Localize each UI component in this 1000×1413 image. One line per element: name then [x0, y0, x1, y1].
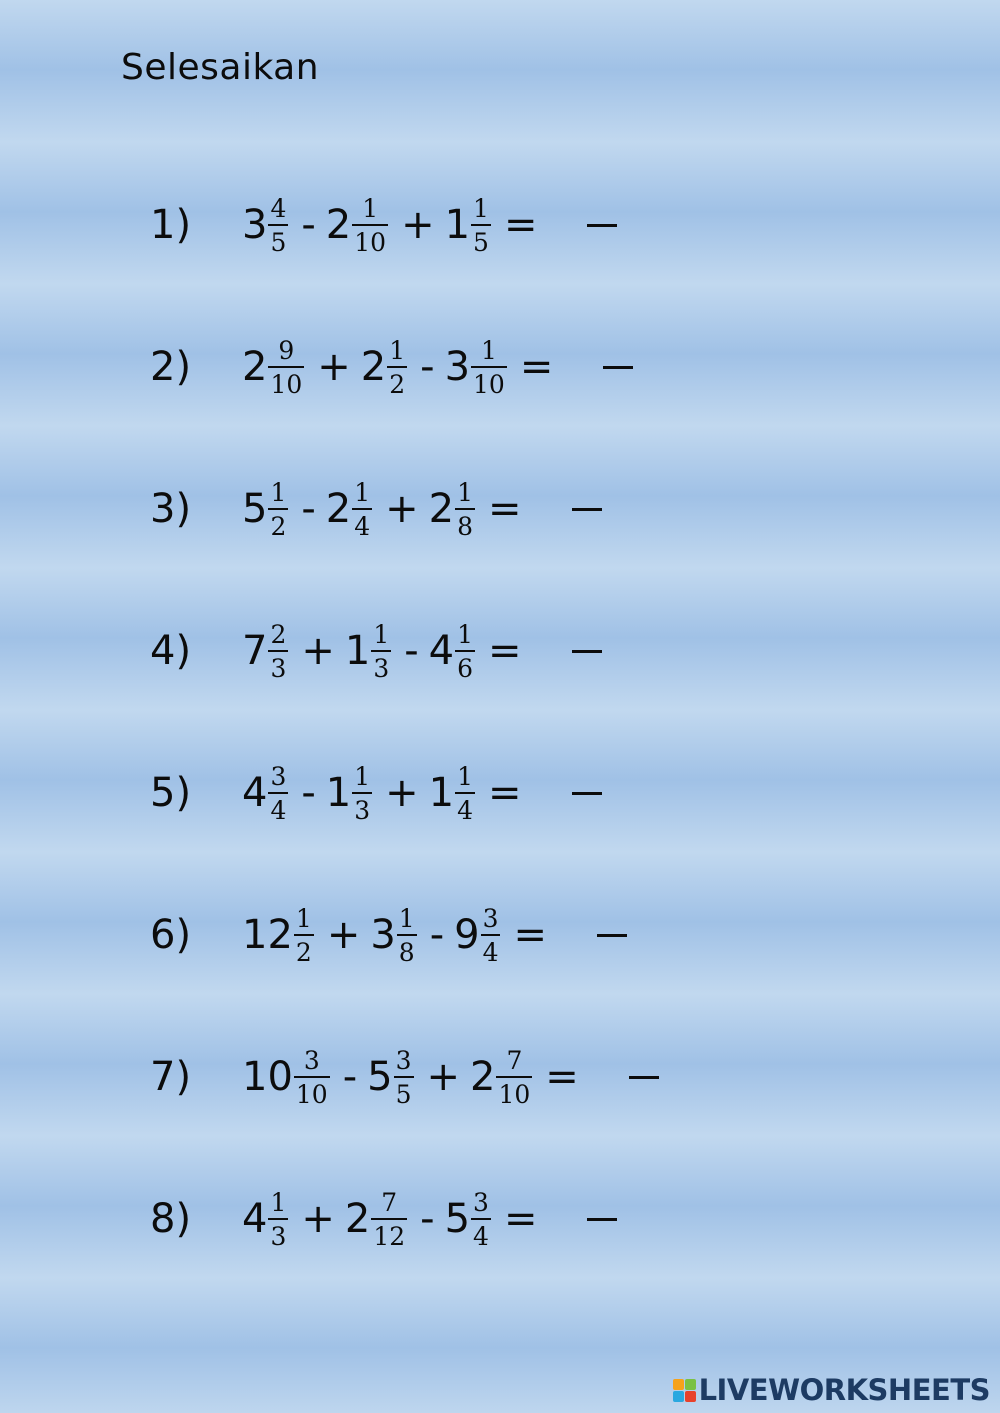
equals-sign: =: [519, 344, 554, 390]
denominator: 3: [268, 650, 288, 681]
whole-part: 2: [242, 344, 268, 390]
fraction: [455, 761, 475, 825]
fraction: [371, 619, 391, 683]
numerator: 2: [270, 619, 287, 649]
denominator: 4: [268, 792, 288, 823]
fraction: [268, 477, 288, 541]
numerator: 4: [270, 193, 287, 223]
operator: +: [301, 628, 335, 674]
numerator: 1: [473, 193, 489, 223]
problem-number: 1): [150, 202, 192, 248]
numerator: 1: [480, 335, 497, 365]
problem-number: 2): [150, 344, 192, 390]
fraction: [481, 903, 501, 967]
liveworksheets-logo: [673, 1373, 990, 1407]
fraction: [496, 1045, 532, 1109]
operator: -: [404, 628, 419, 674]
operator: -: [342, 1054, 358, 1100]
mixed-number: [428, 477, 478, 541]
fraction: [268, 193, 288, 257]
whole-part: 3: [370, 912, 396, 958]
whole-part: 5: [242, 486, 268, 532]
mixed-number: [360, 335, 410, 399]
numerator: 1: [457, 619, 474, 649]
whole-part: 2: [325, 486, 352, 532]
whole-part: 5: [444, 1196, 471, 1242]
denominator: 2: [294, 934, 314, 965]
answer-blank[interactable]: [629, 1076, 659, 1079]
problem-expression: [242, 335, 633, 399]
operator: -: [301, 770, 316, 816]
problem-1: [150, 185, 617, 265]
numerator: 3: [473, 1187, 489, 1217]
numerator: 3: [303, 1045, 320, 1075]
fraction: [455, 477, 475, 541]
whole-part: 3: [242, 202, 268, 248]
problem-5: [150, 753, 602, 833]
problem-7: [150, 1037, 659, 1117]
denominator: 5: [394, 1076, 414, 1107]
problem-expression: [242, 1045, 659, 1109]
whole-part: 2: [325, 202, 352, 248]
numerator: 1: [270, 477, 287, 507]
fraction: [387, 335, 407, 399]
problem-number: 8): [150, 1196, 192, 1242]
denominator: 10: [471, 366, 507, 397]
fraction: [471, 335, 507, 399]
problem-4: [150, 611, 602, 691]
denominator: 10: [294, 1076, 330, 1107]
operator: -: [301, 202, 316, 248]
equals-sign: =: [503, 1196, 538, 1242]
fraction: [455, 619, 475, 683]
equals-sign: =: [488, 486, 522, 532]
mixed-number: [242, 477, 291, 541]
problem-2: [150, 327, 633, 407]
fraction: [371, 1187, 407, 1251]
mixed-number: [242, 903, 317, 967]
numerator: 1: [457, 477, 474, 507]
whole-part: 2: [470, 1054, 496, 1100]
operator: +: [326, 912, 361, 958]
problem-8: [150, 1179, 617, 1259]
numerator: 1: [398, 903, 415, 933]
fraction: [471, 1187, 491, 1251]
mixed-number: [428, 619, 478, 683]
whole-part: 4: [428, 628, 455, 674]
denominator: 5: [471, 224, 491, 255]
mixed-number: [242, 619, 291, 683]
problem-number: 4): [150, 628, 192, 674]
mixed-number: [242, 193, 291, 257]
mixed-number: [325, 193, 391, 257]
answer-blank[interactable]: [587, 1218, 617, 1221]
denominator: 10: [496, 1076, 532, 1107]
equals-sign: =: [488, 628, 522, 674]
operator: -: [420, 1196, 435, 1242]
fraction: [352, 477, 372, 541]
whole-part: 2: [344, 1196, 371, 1242]
problem-expression: [242, 903, 627, 967]
mixed-number: [242, 335, 307, 399]
page-title: Selesaikan: [121, 47, 320, 88]
mixed-number: [344, 1187, 410, 1251]
denominator: 2: [387, 366, 407, 397]
operator: -: [420, 344, 435, 390]
fraction: [471, 193, 491, 257]
denominator: 4: [471, 1218, 491, 1249]
fraction: [394, 1045, 414, 1109]
whole-part: 1: [428, 770, 455, 816]
whole-part: 1: [444, 202, 471, 248]
mixed-number: [444, 193, 494, 257]
fraction: [268, 1187, 288, 1251]
whole-part: 2: [428, 486, 455, 532]
equals-sign: =: [503, 202, 538, 248]
denominator: 10: [268, 366, 304, 397]
logo-square-icon: [673, 1391, 684, 1402]
operator: -: [429, 912, 445, 958]
mixed-number: [370, 903, 419, 967]
numerator: 1: [295, 903, 312, 933]
denominator: 4: [481, 934, 501, 965]
problem-expression: [242, 1187, 617, 1251]
answer-blank[interactable]: [572, 792, 602, 795]
mixed-number: [444, 335, 510, 399]
numerator: 7: [506, 1045, 523, 1075]
fraction: [352, 193, 388, 257]
denominator: 12: [371, 1218, 407, 1249]
numerator: 1: [373, 619, 390, 649]
equals-sign: =: [488, 770, 522, 816]
denominator: 6: [455, 650, 475, 681]
answer-blank[interactable]: [587, 224, 617, 227]
mixed-number: [454, 903, 503, 967]
fraction: [294, 903, 314, 967]
whole-part: 7: [242, 628, 268, 674]
problem-number: 6): [150, 912, 192, 958]
logo-square-icon: [685, 1391, 696, 1402]
problem-3: [150, 469, 602, 549]
mixed-number: [325, 761, 375, 825]
whole-part: 4: [242, 770, 268, 816]
mixed-number: [428, 761, 478, 825]
whole-part: 12: [242, 912, 293, 958]
fraction: [268, 619, 288, 683]
denominator: 3: [371, 650, 391, 681]
operator: +: [385, 770, 419, 816]
whole-part: 2: [360, 344, 387, 390]
numerator: 3: [395, 1045, 412, 1075]
operator: +: [317, 344, 351, 390]
mixed-number: [470, 1045, 535, 1109]
denominator: 4: [455, 792, 475, 823]
logo-square-icon: [673, 1379, 684, 1390]
mixed-number: [242, 761, 291, 825]
fraction: [268, 335, 304, 399]
denominator: 5: [268, 224, 288, 255]
equals-sign: =: [513, 912, 547, 958]
whole-part: 5: [367, 1054, 393, 1100]
problem-number: 3): [150, 486, 192, 532]
mixed-number: [444, 1187, 494, 1251]
fraction: [397, 903, 417, 967]
problem-expression: [242, 193, 617, 257]
problem-6: [150, 895, 627, 975]
problem-expression: [242, 761, 602, 825]
answer-blank[interactable]: [572, 508, 602, 511]
numerator: 9: [278, 335, 295, 365]
denominator: 3: [268, 1218, 288, 1249]
numerator: 1: [354, 477, 371, 507]
mixed-number: [367, 1045, 416, 1109]
answer-blank[interactable]: [572, 650, 602, 653]
numerator: 3: [482, 903, 499, 933]
mixed-number: [325, 477, 375, 541]
whole-part: 4: [242, 1196, 268, 1242]
problem-number: 5): [150, 770, 192, 816]
numerator: 3: [270, 761, 287, 791]
whole-part: 10: [242, 1054, 293, 1100]
logo-square-icon: [685, 1379, 696, 1390]
operator: +: [426, 1054, 461, 1100]
answer-blank[interactable]: [603, 366, 633, 369]
mixed-number: [242, 1187, 291, 1251]
logo-text: LIVEWORKSHEETS: [698, 1373, 990, 1407]
numerator: 1: [270, 1187, 287, 1217]
numerator: 1: [389, 335, 406, 365]
equals-sign: =: [545, 1054, 579, 1100]
denominator: 10: [352, 224, 388, 255]
operator: +: [385, 486, 419, 532]
operator: -: [301, 486, 316, 532]
answer-blank[interactable]: [597, 934, 627, 937]
denominator: 4: [352, 508, 372, 539]
denominator: 8: [397, 934, 417, 965]
mixed-number: [242, 1045, 333, 1109]
problem-number: 7): [150, 1054, 192, 1100]
logo-mark-icon: [673, 1379, 696, 1402]
numerator: 1: [354, 761, 371, 791]
problem-expression: [242, 619, 602, 683]
fraction: [268, 761, 288, 825]
denominator: 8: [455, 508, 475, 539]
problem-expression: [242, 477, 602, 541]
fraction: [352, 761, 372, 825]
fraction: [294, 1045, 330, 1109]
operator: +: [301, 1196, 335, 1242]
whole-part: 1: [325, 770, 352, 816]
whole-part: 1: [344, 628, 371, 674]
whole-part: 9: [454, 912, 480, 958]
whole-part: 3: [444, 344, 471, 390]
numerator: 1: [362, 193, 379, 223]
operator: +: [401, 202, 435, 248]
numerator: 7: [381, 1187, 398, 1217]
numerator: 1: [457, 761, 474, 791]
denominator: 3: [352, 792, 372, 823]
mixed-number: [344, 619, 394, 683]
denominator: 2: [268, 508, 288, 539]
